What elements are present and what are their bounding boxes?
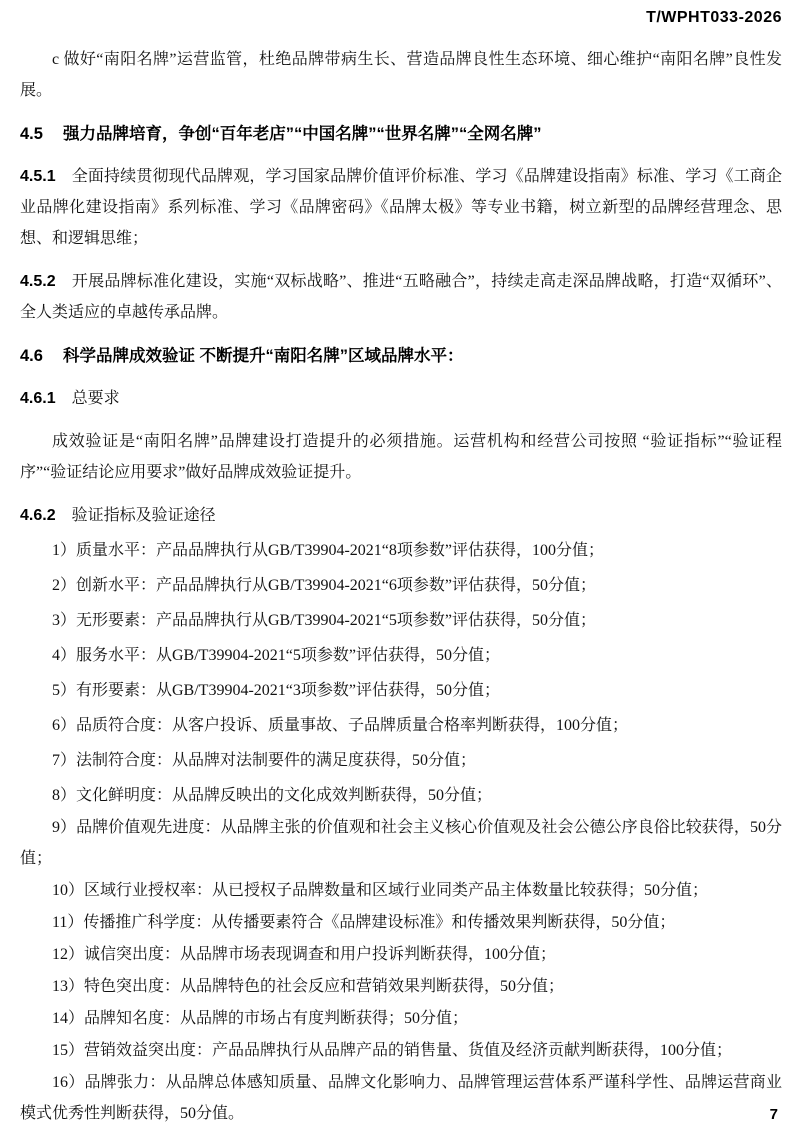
heading-title: 科学品牌成效验证 不断提升“南阳名牌”区域品牌水平： — [62, 347, 464, 365]
heading-4-6 — [20, 341, 782, 371]
list-item: 4）服务水平：从GB/T39904-2021“5项参数”评估获得，50分值； — [52, 647, 500, 664]
list-item: 5）有形要素：从GB/T39904-2021“3项参数”评估获得，50分值； — [52, 682, 500, 699]
list-item: 2）创新水平：产品品牌执行从GB/T39904-2021“6项参数”评估获得，50分值； — [52, 577, 596, 594]
list-item: 8）文化鲜明度：从品牌反映出的文化成效判断获得，50分值； — [52, 787, 493, 804]
heading-title: 强力品牌培育，争创“百年老店”“中国名牌”“世界名牌”“全网名牌” — [62, 125, 542, 143]
list-item: 12）诚信突出度：从品牌市场表现调查和用户投诉判断获得，100分值； — [52, 946, 557, 963]
clause-4-5-2 — [20, 266, 782, 328]
clause-4-6-1 — [20, 383, 782, 414]
paragraph-c: c 做好“南阳名牌”运营监管，杜绝品牌带病生长、营造品牌良性生态环境、细心维护“南阳名牌”良性发展。 — [20, 51, 782, 99]
paragraph-4-6-1: 成效验证是“南阳名牌”品牌建设打造提升的必须措施。运营机构和经营公司按照 “验证指标”“验证程序”“验证结论应用要求”做好品牌成效验证提升。 — [20, 433, 782, 481]
list-item: 14）品牌知名度：从品牌的市场占有度判断获得；50分值； — [52, 1010, 469, 1027]
heading-number: 4.5 — [20, 125, 43, 143]
heading-number: 4.6 — [20, 347, 43, 365]
clause-4-5-1 — [20, 161, 782, 254]
clause-4-6-2 — [20, 500, 782, 531]
verification-indicator-list — [20, 535, 782, 1129]
clause-number: 4.6.2 — [20, 507, 56, 524]
list-item: 6）品质符合度：从客户投诉、质量事故、子品牌质量合格率判断获得，100分值； — [52, 717, 629, 734]
list-item: 10）区域行业授权率：从已授权子品牌数量和区域行业同类产品主体数量比较获得；50分值； — [52, 882, 709, 899]
list-item: 16）品牌张力：从品牌总体感知质量、品牌文化影响力、品牌管理运营体系严谨科学性、品牌运营商业模式优秀性判断获得，50分值。 — [20, 1074, 782, 1122]
list-item: 3）无形要素：产品品牌执行从GB/T39904-2021“5项参数”评估获得，50分值； — [52, 612, 596, 629]
clause-number: 4.5.1 — [20, 168, 56, 185]
clause-number: 4.5.2 — [20, 273, 56, 290]
doc-code: T/WPHT033-2026 — [646, 9, 782, 26]
page-number: 7 — [769, 1106, 778, 1123]
heading-4-5 — [20, 119, 782, 149]
clause-number: 4.6.1 — [20, 390, 56, 407]
list-item: 7）法制符合度：从品牌对法制要件的满足度获得，50分值； — [52, 752, 477, 769]
list-item: 9）品牌价值观先进度：从品牌主张的价值观和社会主义核心价值观及社会公德公序良俗比较获得，50分值； — [20, 819, 782, 867]
clause-title: 总要求 — [71, 390, 120, 407]
clause-text: 开展品牌标准化建设，实施“双标战略”、推进“五略融合”，持续走高走深品牌战略，打造“双循环”、全人类适应的卓越传承品牌。 — [20, 273, 782, 321]
clause-text: 全面持续贯彻现代品牌观，学习国家品牌价值评价标准、学习《品牌建设指南》标准、学习《工商企业品牌化建设指南》系列标准、学习《品牌密码》《品牌太极》等专业书籍，树立新型的品牌经营理念、思想、和逻辑思维； — [20, 168, 782, 247]
list-item: 13）特色突出度：从品牌特色的社会反应和营销效果判断获得，50分值； — [52, 978, 565, 995]
list-item: 15）营销效益突出度：产品品牌执行从品牌产品的销售量、货值及经济贡献判断获得，100分值； — [52, 1042, 733, 1059]
list-item: 11）传播推广科学度：从传播要素符合《品牌建设标准》和传播效果判断获得，50分值； — [52, 914, 676, 931]
clause-title: 验证指标及验证途径 — [71, 507, 216, 524]
list-item: 1）质量水平：产品品牌执行从GB/T39904-2021“8项参数”评估获得，100分值； — [52, 542, 604, 559]
